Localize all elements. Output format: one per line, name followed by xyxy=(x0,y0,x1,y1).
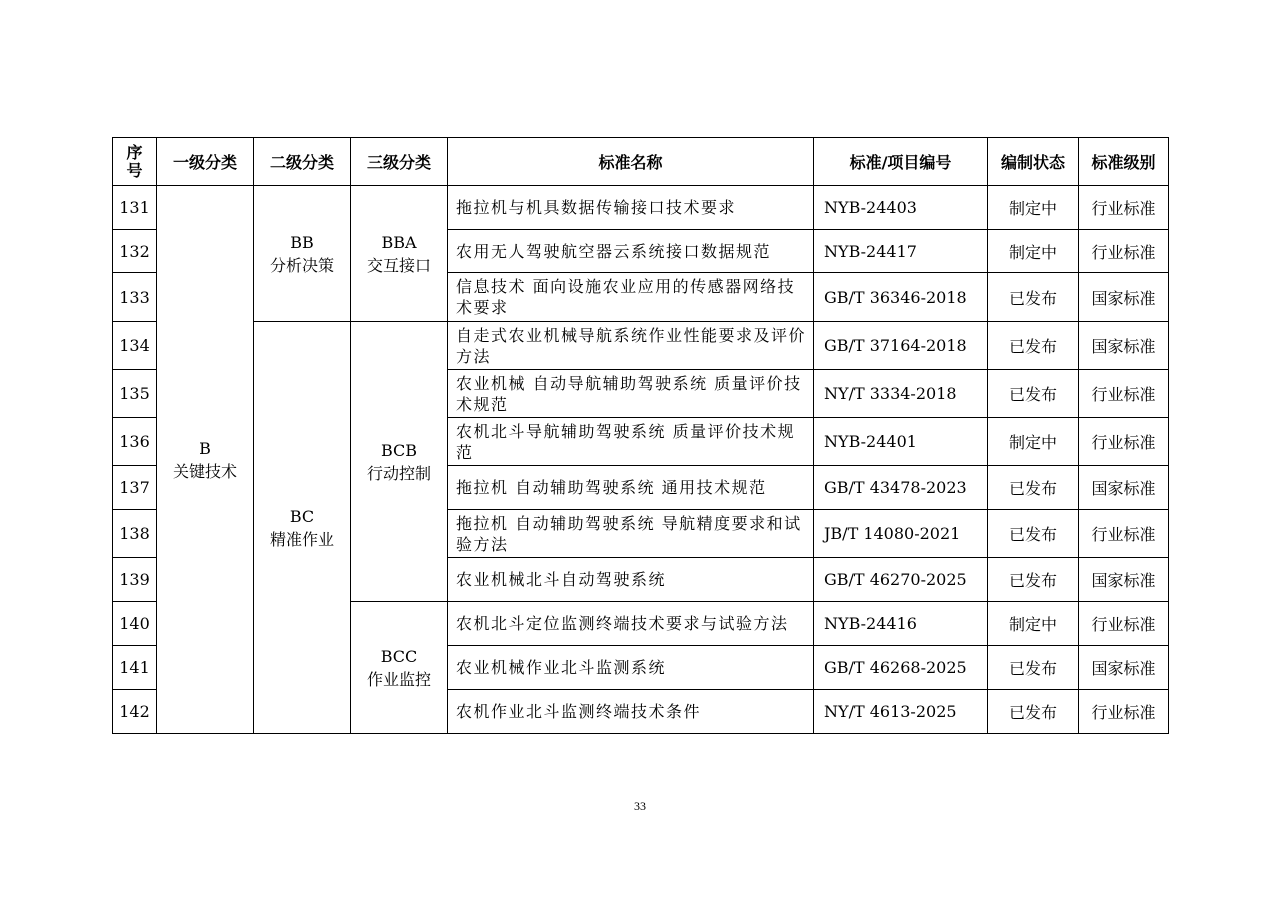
row-code: NYB-24403 xyxy=(814,186,988,230)
level2-cell-bb xyxy=(254,186,351,322)
row-status: 已发布 xyxy=(988,646,1079,690)
level2-name: 精准作业 xyxy=(269,529,334,549)
level1-code: B xyxy=(199,438,211,458)
row-status: 制定中 xyxy=(988,186,1079,230)
row-level: 行业标准 xyxy=(1079,510,1169,558)
row-level: 国家标准 xyxy=(1079,646,1169,690)
level1-cell xyxy=(157,186,254,734)
row-level: 行业标准 xyxy=(1079,690,1169,734)
header-code: 标准/项目编号 xyxy=(814,138,988,186)
row-level: 行业标准 xyxy=(1079,418,1169,466)
level2-name: 分析决策 xyxy=(269,255,334,275)
header-level1: 一级分类 xyxy=(157,138,254,186)
row-name: 拖拉机 自动辅助驾驶系统 导航精度要求和试验方法 xyxy=(448,510,814,558)
row-status: 已发布 xyxy=(988,558,1079,602)
row-code: GB/T 46270-2025 xyxy=(814,558,988,602)
row-level: 国家标准 xyxy=(1079,322,1169,370)
level2-cell-bc xyxy=(254,322,351,734)
row-code: GB/T 46268-2025 xyxy=(814,646,988,690)
row-code: JB/T 14080-2021 xyxy=(814,510,988,558)
row-code: NYB-24416 xyxy=(814,602,988,646)
header-level2: 二级分类 xyxy=(254,138,351,186)
row-name: 农机北斗定位监测终端技术要求与试验方法 xyxy=(448,602,814,646)
level3-cell-bcc xyxy=(351,602,448,734)
header-level3: 三级分类 xyxy=(351,138,448,186)
row-name: 自走式农业机械导航系统作业性能要求及评价方法 xyxy=(448,322,814,370)
table-row xyxy=(113,322,1169,370)
standards-table xyxy=(112,137,1169,734)
row-status: 制定中 xyxy=(988,230,1079,273)
row-seq: 132 xyxy=(113,230,157,273)
level1-name: 关键技术 xyxy=(172,461,237,481)
row-name: 农业机械作业北斗监测系统 xyxy=(448,646,814,690)
row-name: 拖拉机 自动辅助驾驶系统 通用技术规范 xyxy=(448,466,814,510)
row-level: 国家标准 xyxy=(1079,273,1169,322)
row-level: 国家标准 xyxy=(1079,558,1169,602)
row-status: 已发布 xyxy=(988,510,1079,558)
row-status: 已发布 xyxy=(988,690,1079,734)
row-name: 农用无人驾驶航空器云系统接口数据规范 xyxy=(448,230,814,273)
row-status: 已发布 xyxy=(988,370,1079,418)
level2-code: BB xyxy=(290,232,314,252)
level3-name: 行动控制 xyxy=(366,463,431,483)
row-name: 农机北斗导航辅助驾驶系统 质量评价技术规范 xyxy=(448,418,814,466)
level3-code: BCC xyxy=(380,646,418,666)
level3-cell-bcb xyxy=(351,322,448,602)
row-seq: 134 xyxy=(113,322,157,370)
level3-cell-bba xyxy=(351,186,448,322)
row-level: 行业标准 xyxy=(1079,230,1169,273)
level2-code: BC xyxy=(289,506,315,526)
row-code: NYB-24401 xyxy=(814,418,988,466)
header-name: 标准名称 xyxy=(448,138,814,186)
header-seq: 序 号 xyxy=(113,138,157,186)
row-level: 行业标准 xyxy=(1079,186,1169,230)
row-status: 已发布 xyxy=(988,273,1079,322)
row-seq: 142 xyxy=(113,690,157,734)
row-seq: 136 xyxy=(113,418,157,466)
row-name: 农业机械 自动导航辅助驾驶系统 质量评价技术规范 xyxy=(448,370,814,418)
level3-code: BCB xyxy=(380,440,418,460)
row-seq: 141 xyxy=(113,646,157,690)
row-seq: 135 xyxy=(113,370,157,418)
header-level: 标准级别 xyxy=(1079,138,1169,186)
row-code: GB/T 36346-2018 xyxy=(814,273,988,322)
row-code: GB/T 43478-2023 xyxy=(814,466,988,510)
row-level: 行业标准 xyxy=(1079,370,1169,418)
table-header-row xyxy=(113,138,1169,186)
row-status: 已发布 xyxy=(988,322,1079,370)
page-number: 33 xyxy=(634,799,646,813)
row-seq: 138 xyxy=(113,510,157,558)
row-level: 行业标准 xyxy=(1079,602,1169,646)
row-status: 制定中 xyxy=(988,602,1079,646)
row-name: 农业机械北斗自动驾驶系统 xyxy=(448,558,814,602)
row-code: GB/T 37164-2018 xyxy=(814,322,988,370)
row-seq: 131 xyxy=(113,186,157,230)
row-name: 拖拉机与机具数据传输接口技术要求 xyxy=(448,186,814,230)
row-code: NY/T 3334-2018 xyxy=(814,370,988,418)
header-status: 编制状态 xyxy=(988,138,1079,186)
row-name: 农机作业北斗监测终端技术条件 xyxy=(448,690,814,734)
table-row xyxy=(113,186,1169,230)
row-seq: 137 xyxy=(113,466,157,510)
row-seq: 133 xyxy=(113,273,157,322)
row-level: 国家标准 xyxy=(1079,466,1169,510)
row-status: 已发布 xyxy=(988,466,1079,510)
level3-name: 交互接口 xyxy=(366,255,431,275)
row-status: 制定中 xyxy=(988,418,1079,466)
row-seq: 139 xyxy=(113,558,157,602)
level3-code: BBA xyxy=(381,232,417,252)
row-code: NYB-24417 xyxy=(814,230,988,273)
row-seq: 140 xyxy=(113,602,157,646)
level3-name: 作业监控 xyxy=(366,669,431,689)
row-name: 信息技术 面向设施农业应用的传感器网络技术要求 xyxy=(448,273,814,322)
row-code: NY/T 4613-2025 xyxy=(814,690,988,734)
